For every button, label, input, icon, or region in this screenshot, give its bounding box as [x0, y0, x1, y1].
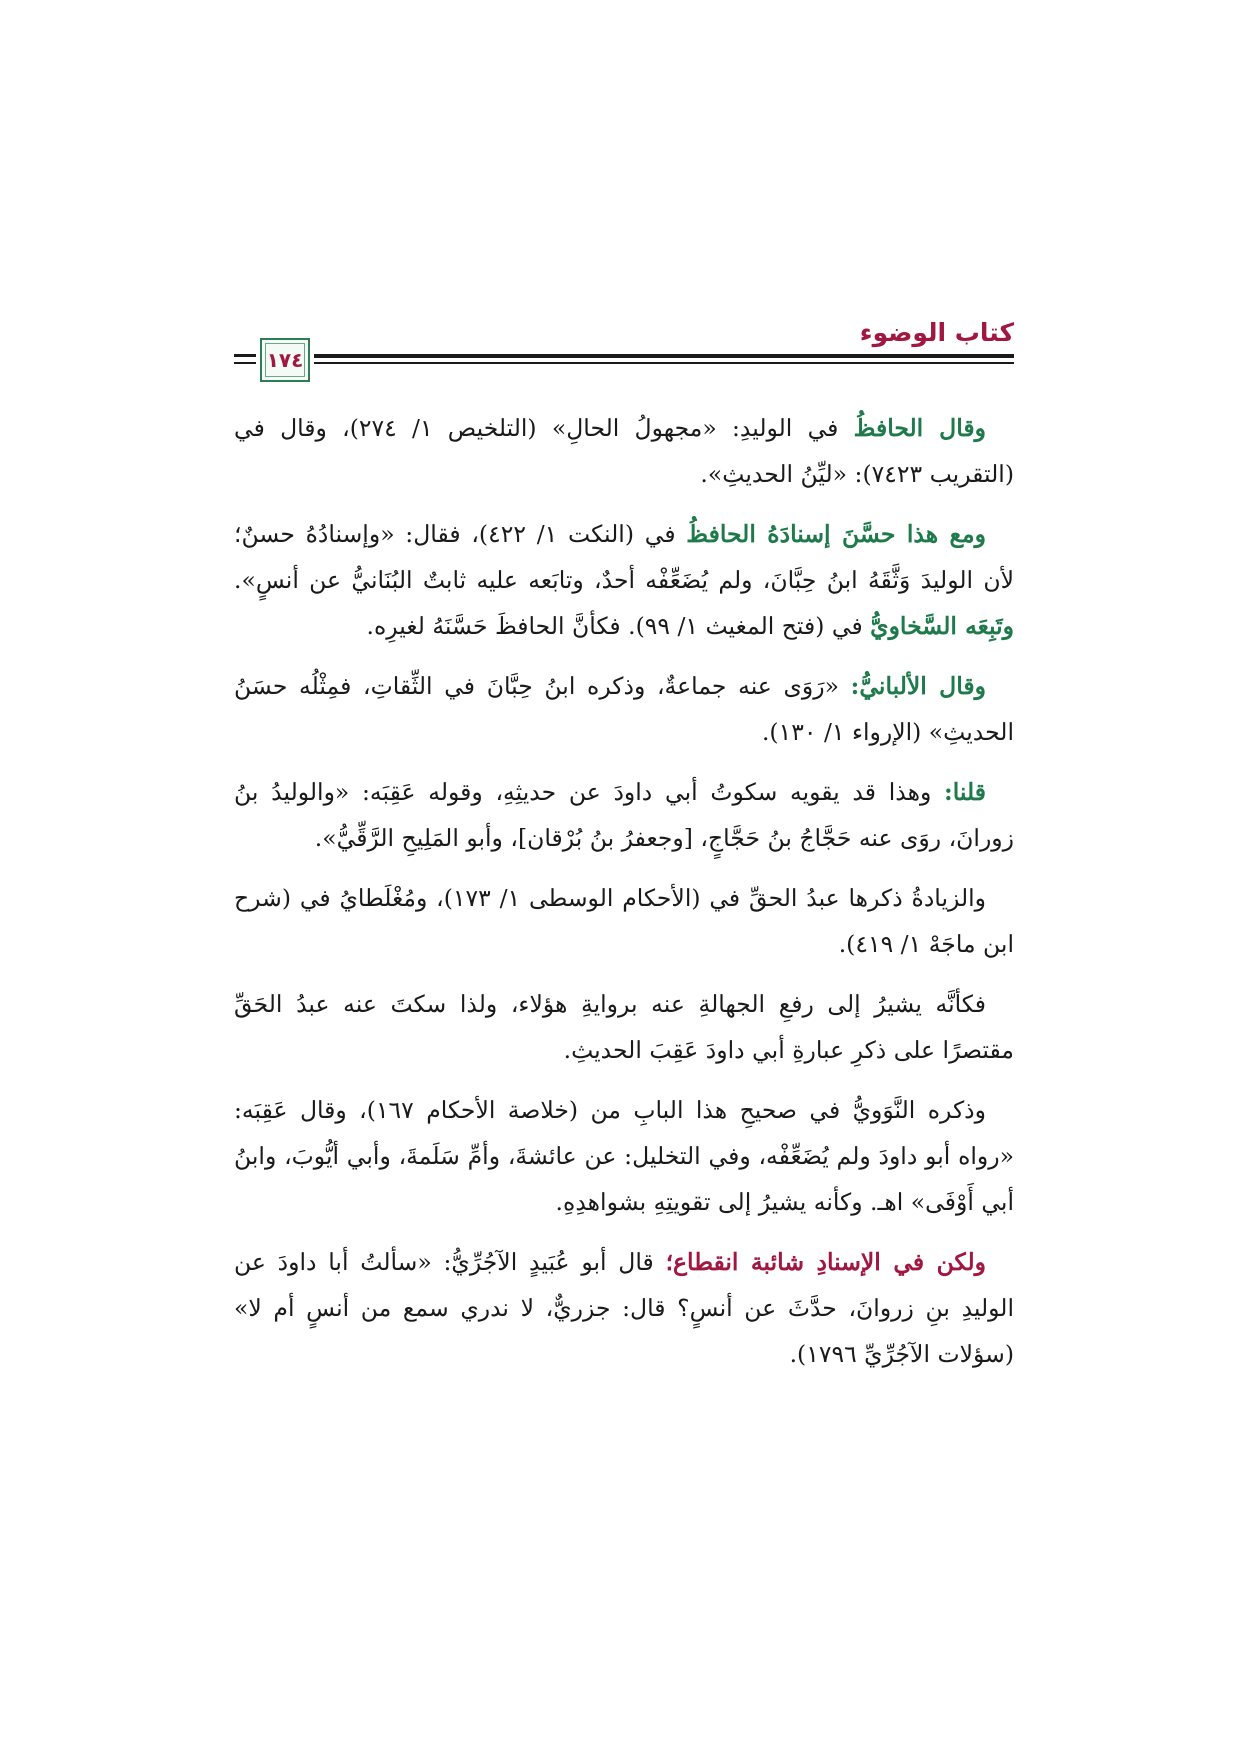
- header-rule-left-thin: [234, 362, 256, 364]
- paragraph: [234, 405, 1014, 497]
- page-number-frame: [260, 338, 310, 382]
- paragraph-lead-secondary: وتَبِعَه السَّخاويُّ: [870, 612, 1014, 640]
- page-body: [234, 405, 1014, 1391]
- book-title: كتاب الوضوء: [859, 318, 1014, 347]
- paragraph: [234, 1087, 1014, 1225]
- header-rule-thin: [314, 362, 1014, 364]
- paragraph-lead: قلنا:: [944, 778, 986, 806]
- header-rule-left-thick: [234, 354, 256, 357]
- paragraph-text: قال أبو عُبَيدٍ الآجُرِّيُّ: «سألتُ أبا داودَ عن الوليدِ بنِ زروانَ، حدَّثَ عن أنسٍ؟ قال: جزريٌّ، لا ندري سمع من أنسٍ أم لا» (سؤلات الآجُرِّيِّ ١٧٩٦).: [234, 1248, 1014, 1368]
- paragraph-text: فكأنَّه يشيرُ إلى رفعِ الجهالةِ عنه بروايةِ هؤلاء، ولذا سكتَ عنه عبدُ الحَقِّ مقتصرًا على ذكرِ عبارةِ أبي داودَ عَقِبَ الحديثِ.: [234, 990, 1014, 1064]
- paragraph-lead: ومع هذا حسَّنَ إسنادَهُ الحافظُ: [686, 520, 986, 548]
- paragraph-text: والزيادةُ ذكرها عبدُ الحقِّ في (الأحكام الوسطى ١/ ١٧٣)، ومُغْلَطايُ في (شرح ابن ماجَهْ ١/ ٤١٩).: [234, 884, 1014, 958]
- paragraph: [234, 1239, 1014, 1377]
- paragraph-text: في (النكت ١/ ٤٢٢)، فقال: «وإسنادُهُ حسنٌ؛ لأن الوليدَ وَثَّقَهُ ابنُ حِبَّانَ، ولم يُضَعِّفْه أحدٌ، وتابَعه عليه ثابتٌ البُنَانيُّ عن أنسٍ».: [234, 520, 1014, 594]
- paragraph-lead: وقال الألبانيُّ:: [850, 672, 986, 700]
- page-header: [234, 318, 1014, 388]
- paragraph: [234, 511, 1014, 649]
- paragraph-lead: ولكن في الإسنادِ شائبة انقطاع؛: [665, 1248, 987, 1276]
- page-number: ١٧٤: [266, 348, 304, 372]
- paragraph: [234, 663, 1014, 755]
- paragraph-lead: وقال الحافظُ: [853, 414, 986, 442]
- paragraph: [234, 875, 1014, 967]
- paragraph-text: وهذا قد يقويه سكوتُ أبي داودَ عن حديثِهِ، وقوله عَقِبَه: «والوليدُ بنُ زورانَ، روَى عنه حَجَّاجُ بنُ حَجَّاجٍ، [وجعفرُ بنُ بُرْقان]، وأبو المَلِيحِ الرَّقِّيُّ».: [234, 778, 1014, 852]
- paragraph-text: في الوليدِ: «مجهولُ الحالِ» (التلخيص ١/ ٢٧٤)، وقال في (التقريب ٧٤٢٣): «ليِّنُ الحديثِ».: [234, 414, 1014, 488]
- paragraph: [234, 769, 1014, 861]
- paragraph-text: وذكره النَّوَويُّ في صحيحِ هذا البابِ من (خلاصة الأحكام ١٦٧)، وقال عَقِبَه: «رواه أبو داودَ ولم يُضَعِّفْه، وفي التخليل: عن عائشةَ، وأمِّ سَلَمةَ، وأبي أيُّوبَ، وابنُ أبي أَوْفَى» اهـ. وكأنه يشيرُ إلى تقويتِهِ بشواهدِهِ.: [234, 1096, 1014, 1216]
- header-rule-thick: [314, 354, 1014, 358]
- paragraph-text-secondary: في (فتح المغيث ١/ ٩٩). فكأنَّ الحافظَ حَسَّنَهُ لغيرِه.: [366, 612, 871, 640]
- paragraph: [234, 981, 1014, 1073]
- paragraph-text: «رَوَى عنه جماعةٌ، وذكره ابنُ حِبَّانَ في الثِّقاتِ، فمِثْلُه حسَنُ الحديثِ» (الإرواء ١/ ١٣٠).: [234, 672, 1014, 746]
